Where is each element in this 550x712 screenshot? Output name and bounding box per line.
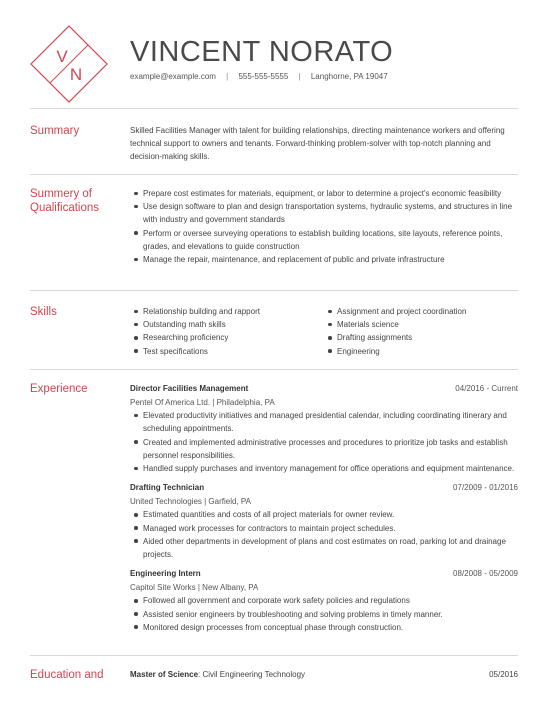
job-dates: 08/2008 - 05/2009 [453,569,518,579]
contact-separator: | [298,72,301,81]
summary-heading: Summary [30,125,80,137]
skill-item: Test specifications [130,345,324,358]
section-divider [30,290,518,291]
skill-item: Drafting assignments [324,331,518,344]
job-dates: 07/2009 - 01/2016 [453,483,518,493]
education-field: : Civil Engineering Technology [198,670,306,679]
job-duties-list [130,409,518,475]
section-divider [30,174,518,175]
job-duty-item: Created and implemented administrative processes and procedures to prioritize job tasks and establish personnel responsibilities. [130,436,518,462]
location-text: Langhorne, PA 19047 [310,72,388,81]
job-entry [130,481,518,561]
job-company: Pentel Of America Ltd. | Philadelphia, PA [130,398,275,407]
skill-item: Relationship building and rapport [130,305,324,318]
experience-heading: Experience [30,383,88,395]
monogram-first-letter: V [56,47,68,66]
job-duty-item: Elevated productivity initiatives and managed presidential calendar, including coordinating itinerary and scheduling appointments. [130,409,518,435]
education-heading: Education and [30,669,104,681]
qualification-item: Prepare cost estimates for materials, equipment, or labor to determine a project's economic feasibility [130,187,518,200]
phone-text: 555-555-5555 [238,72,289,81]
education-entry [130,668,518,681]
job-title: Director Facilities Management [130,384,249,393]
qualification-item: Use design software to plan and design transportation systems, hydraulic systems, and structures in line with industry and government standards [130,200,518,226]
qualifications-list [130,187,518,266]
monogram-logo [30,25,108,103]
email-text: example@example.com [130,72,216,81]
candidate-name: VINCENT NORATO [130,36,394,68]
skills-list-left [130,305,324,358]
job-header [130,567,518,581]
skills-list-right [324,305,518,358]
job-header [130,382,518,396]
job-entry [130,382,518,475]
job-header [130,481,518,495]
job-company: Capitol Site Works | New Albany, PA [130,583,259,593]
experience-body [130,382,518,640]
qualifications-heading-line2: Qualifications [30,202,100,214]
skill-item: Outstanding math skills [130,318,324,331]
qualifications-heading-line1: Summery of [30,188,92,200]
skill-item: Assignment and project coordination [324,305,518,318]
education-degree: Master of Science [130,670,199,679]
resume-header [0,0,550,110]
job-duty-item: Followed all government and corporate work safety policies and regulations [130,594,518,607]
job-title: Engineering Intern [130,569,201,579]
section-divider [30,369,518,370]
job-title: Drafting Technician [130,483,205,493]
job-company: United Technologies | Garfield, PA [130,497,251,507]
education-date: 05/2016 [489,670,518,679]
skill-item: Materials science [324,318,518,331]
qualification-item: Manage the repair, maintenance, and replacement of public and private infrastructure [130,253,518,266]
qualification-item: Perform or oversee surveying operations to establish building locations, site layouts, reference points, grades, and elevations to guide construction [130,227,518,253]
contact-line [130,72,388,81]
skills-heading: Skills [30,306,57,318]
section-divider [30,655,518,656]
summary-text: Skilled Facilities Manager with talent for building relationships, directing maintenance workers and offering technical support to owners and tenants. Forward-thinking problem-solver with top-notch planning and decision-making skills. [130,126,505,162]
skills-body [130,305,518,358]
job-duty-item: Monitored design processes from conceptual phase through construction. [130,621,518,634]
job-duty-item: Managed work processes for contractors to maintain project schedules. [130,522,518,535]
job-duty-item: Handled supply purchases and inventory management for office operations and equipment maintenance. [130,462,518,475]
job-entry [130,567,518,634]
job-duty-item: Aided other departments in development of plans and cost estimates on road, parking lot and drainage projects. [130,535,518,561]
contact-separator: | [226,72,229,81]
skill-item: Researching proficiency [130,331,324,344]
skill-item: Engineering [324,345,518,358]
job-duty-item: Estimated quantities and costs of all project materials for owner review. [130,508,518,521]
monogram-last-letter: N [69,65,83,84]
job-duties-list [130,508,518,561]
job-dates: 04/2016 - Current [455,384,518,393]
job-duty-item: Assisted senior engineers by troubleshooting and solving problems in timely manner. [130,608,518,621]
qualifications-heading [30,187,125,215]
job-duties-list [130,594,518,634]
qualifications-body [130,187,518,266]
education-degree-line [130,668,305,681]
section-divider [30,108,518,109]
